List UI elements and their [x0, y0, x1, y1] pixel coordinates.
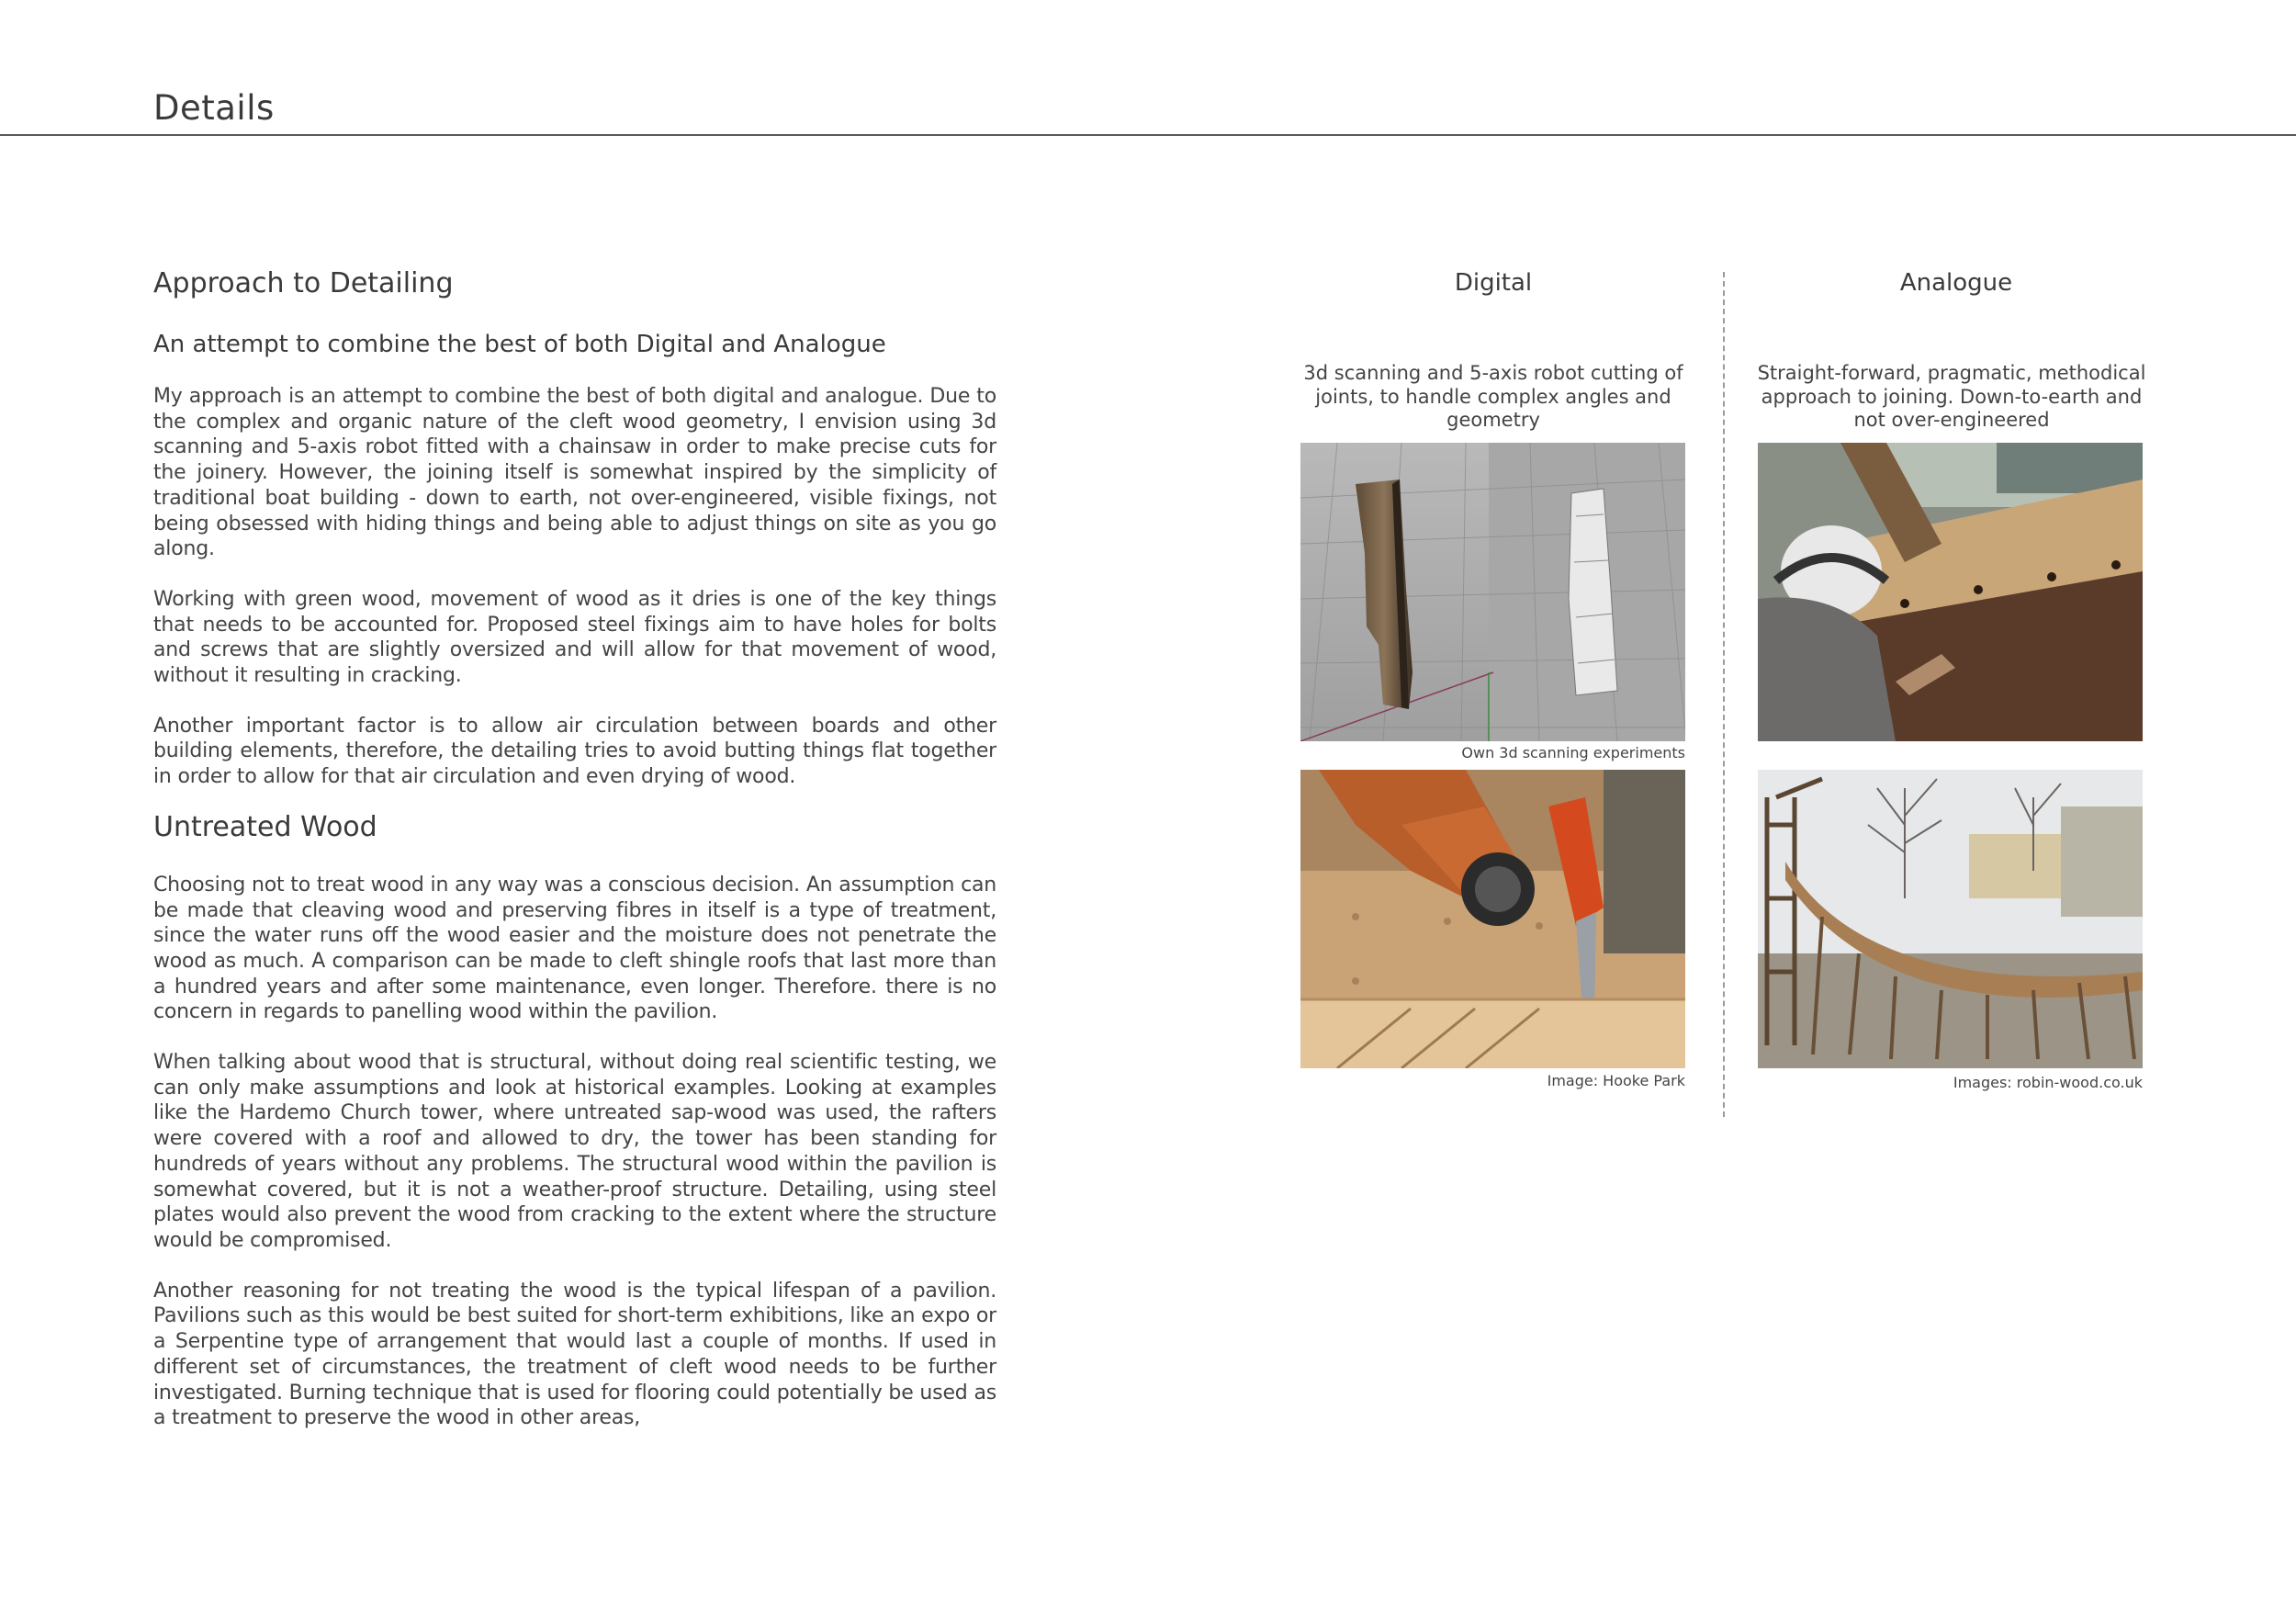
paragraph: Another reasoning for not treating the wood is the typical lifespan of a pavilion. Pavilions such as this would be best suited for short-term exhibitions, like an expo or a Serpentine type of arrangement that would last a couple of months. If used in different set of circumstances, the treatment of cleft wood needs to be further investigated. Burning technique that is used for flooring could potentially be used as a treatment to preserve the wood in other areas, [153, 1279, 996, 1430]
digital-description: 3d scanning and 5-axis robot cutting of joints, to handle complex angles and geometry [1303, 362, 1683, 431]
paragraph: Choosing not to treat wood in any way was a conscious decision. An assumption can be made that cleaving wood and preserving fibres in itself is a type of treatment, since the water runs off the wood easier and the moisture does not penetrate the wood as much. A comparison can be made to cleft shingle roofs that last more than a hundred years and after some maintenance, even longer. Therefore. there is no concern in regards to panelling wood within the pavilion. [153, 873, 996, 1024]
hooke-park-caption: Image: Hooke Park [1547, 1072, 1685, 1089]
boatbuilder-image [1758, 443, 2143, 741]
analogue-heading: Analogue [1899, 269, 2013, 297]
paragraph: My approach is an attempt to combine the best of both digital and analogue. Due to the complex and organic nature of the cleft wood geometry, I envision using 3d scanning and 5-axis robot fitted with a chainsaw in order to make precise cuts for the joinery. However, the joining itself is somewhat inspired by the simplicity of traditional boat building - down to earth, not over-engineered, visible fixings, not being obsessed with hiding things and being able to adjust things on site as you go along. [153, 385, 996, 561]
robot-chainsaw-image [1300, 770, 1685, 1068]
scan-experiment-image [1300, 443, 1685, 741]
text-column [153, 266, 996, 1456]
title-divider [0, 134, 2296, 136]
approach-subheading: An attempt to combine the best of both Digital and Analogue [153, 331, 886, 358]
paragraph: Working with green wood, movement of wood as it dries is one of the key things that needs to be accounted for. Proposed steel fixings aim to have holes for bolts and screws that are slightly oversized and will allow for that movement of wood, without it resulting in cracking. [153, 587, 996, 688]
digital-heading: Digital [1454, 269, 1533, 297]
scan-caption: Own 3d scanning experiments [1461, 744, 1685, 761]
approach-heading: Approach to Detailing [153, 267, 454, 299]
analogue-description: Straight-forward, pragmatic, methodical approach to joining. Down-to-earth and not over-engineered [1757, 362, 2146, 431]
column-divider [1723, 272, 1725, 1117]
boat-frame-image [1758, 770, 2143, 1068]
paragraph: When talking about wood that is structural, without doing real scientific testing, we can only make assumptions and look at historical examples. Looking at examples like the Hardemo Church tower, where untreated sap-wood was used, the rafters were covered with a roof and allowed to dry, the tower has been standing for hundreds of years without any problems. The structural wood within the pavilion is somewhat covered, but it is not a weather-proof structure. Detailing, using steel plates would also prevent the wood from cracking to the extent where the structure would be compromised. [153, 1051, 996, 1252]
robin-wood-caption: Images: robin-wood.co.uk [1953, 1074, 2143, 1091]
paragraph: Another important factor is to allow air circulation between boards and other building elements, therefore, the detailing tries to avoid butting things flat together in order to allow for that air circulation and even drying of wood. [153, 714, 996, 789]
untreated-wood-heading: Untreated Wood [153, 810, 377, 843]
page-title: Details [153, 88, 275, 128]
